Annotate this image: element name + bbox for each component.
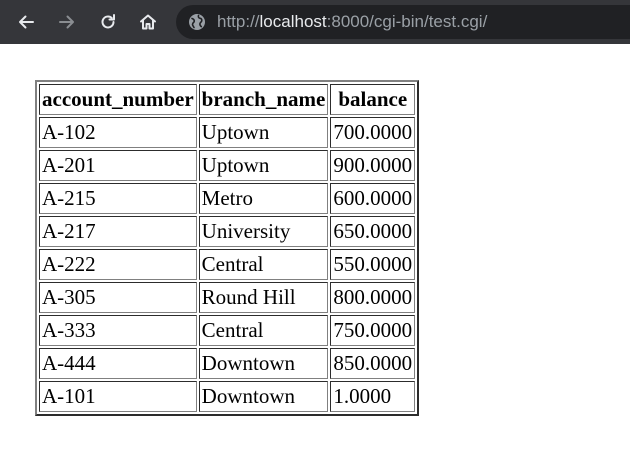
reload-icon xyxy=(98,12,118,32)
balance-cell: 550.0000 xyxy=(330,249,415,280)
browser-toolbar xyxy=(0,0,630,44)
table-row xyxy=(39,117,415,148)
table-row xyxy=(39,150,415,181)
table-row xyxy=(39,249,415,280)
account-number-cell: A-305 xyxy=(39,282,197,313)
table-header-row xyxy=(39,84,415,115)
back-button[interactable] xyxy=(12,8,40,36)
branch-name-cell: Uptown xyxy=(199,150,329,181)
url-protocol: http:// xyxy=(217,12,260,31)
table-row xyxy=(39,183,415,214)
url-path: :8000/cgi-bin/test.cgi/ xyxy=(326,12,488,31)
branch-name-cell: Downtown xyxy=(199,348,329,379)
branch-name-cell: Central xyxy=(199,249,329,280)
balance-cell: 700.0000 xyxy=(330,117,415,148)
account-number-cell: A-215 xyxy=(39,183,197,214)
balance-cell: 800.0000 xyxy=(330,282,415,313)
table-row xyxy=(39,348,415,379)
table-row xyxy=(39,216,415,247)
table-row xyxy=(39,315,415,346)
page-content xyxy=(35,80,419,416)
table-row xyxy=(39,381,415,412)
home-icon xyxy=(138,12,158,32)
reload-button[interactable] xyxy=(94,8,122,36)
account-number-cell: A-102 xyxy=(39,117,197,148)
balance-cell: 600.0000 xyxy=(330,183,415,214)
account-number-cell: A-101 xyxy=(39,381,197,412)
accounts-table xyxy=(35,80,419,416)
balance-cell: 750.0000 xyxy=(330,315,415,346)
balance-cell: 1.0000 xyxy=(330,381,415,412)
branch-name-cell: University xyxy=(199,216,329,247)
address-bar[interactable] xyxy=(176,5,630,39)
branch-name-cell: Round Hill xyxy=(199,282,329,313)
account-number-cell: A-222 xyxy=(39,249,197,280)
account-number-cell: A-201 xyxy=(39,150,197,181)
column-header-account-number: account_number xyxy=(39,84,197,115)
arrow-right-icon xyxy=(57,12,77,32)
column-header-branch-name: branch_name xyxy=(199,84,329,115)
branch-name-cell: Uptown xyxy=(199,117,329,148)
table-row xyxy=(39,282,415,313)
url-text[interactable] xyxy=(217,12,487,32)
balance-cell: 900.0000 xyxy=(330,150,415,181)
arrow-left-icon xyxy=(16,12,36,32)
column-header-balance: balance xyxy=(330,84,415,115)
forward-button[interactable] xyxy=(53,8,81,36)
branch-name-cell: Downtown xyxy=(199,381,329,412)
branch-name-cell: Central xyxy=(199,315,329,346)
balance-cell: 650.0000 xyxy=(330,216,415,247)
globe-icon[interactable] xyxy=(188,13,206,31)
account-number-cell: A-333 xyxy=(39,315,197,346)
branch-name-cell: Metro xyxy=(199,183,329,214)
account-number-cell: A-444 xyxy=(39,348,197,379)
balance-cell: 850.0000 xyxy=(330,348,415,379)
home-button[interactable] xyxy=(134,8,162,36)
url-host: localhost xyxy=(259,12,327,31)
account-number-cell: A-217 xyxy=(39,216,197,247)
